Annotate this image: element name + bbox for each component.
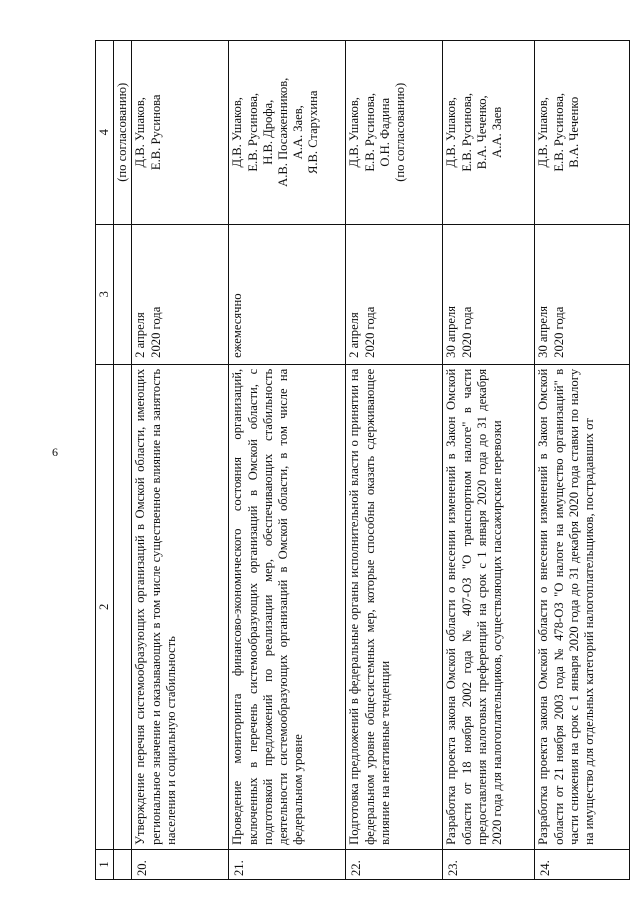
responsible-person: Д.В. Ушаков, (444, 97, 459, 168)
table-row (229, 41, 346, 880)
responsible-person: Д.В. Ушаков, (536, 97, 551, 168)
row-action: Проведение мониторинга финансово-экономического состояния организаций, включенных в перечень системообразующих организаций в Омской области, с подготовкой предложений по реализации мер, обеспечивающих стабильность деятельности системообразующих организаций в Омской области, в том числе на федеральном уровне (229, 364, 346, 849)
responsible-person: Е.В. Русинова, (459, 92, 474, 172)
continuation-cell-1 (114, 849, 132, 879)
column-header-1: 1 (96, 849, 114, 879)
row-action: Разработка проекта закона Омской области о внесении изменений в Закон Омской области от 18 ноября 2002 года № 407-ОЗ "О транспортном налоге" в части предоставления налоговых преференций на срок с 1 января 2020 года до 31 декабря 2020 года для налогоплательщиков, осуществляющих пассажирские перевозки (443, 364, 535, 849)
page-number: 6 (52, 445, 58, 459)
rotated-table-container (95, 40, 640, 880)
responsible-person: Е.В. Русинова, (245, 92, 260, 172)
row-action: Разработка проекта закона Омской области о внесении изменений в Закон Омской области от 21 ноября 2003 года № 478-ОЗ "О налоге на имущество организаций" в части снижения на срок с 1 января 2020 года до 31 декабря 2020 года ставки по налогу на имущество для отдельных категорий налогоплательщиков, пострадавших от (535, 364, 630, 849)
deadline-line: ежемесячно (230, 293, 245, 358)
responsible-person: А.В. Посаженников, (276, 77, 291, 187)
deadline-line: 30 апреля (444, 305, 459, 358)
responsible-person: Я.В. Старухина (306, 90, 321, 175)
row-deadline (229, 224, 346, 364)
continuation-cell-2 (114, 364, 132, 849)
responsible-person: Д.В. Ушаков, (230, 97, 245, 168)
row-number: 23. (443, 849, 535, 879)
table-row (346, 41, 443, 880)
responsible-person: О.Н. Фадина (377, 97, 392, 167)
table-row (443, 41, 535, 880)
responsible-person: Д.В. Ушаков, (347, 97, 362, 168)
continuation-note: (по согласованию) (114, 41, 132, 225)
responsible-person: А.А. Заев (490, 106, 505, 158)
row-deadline (346, 224, 443, 364)
deadline-line: 2020 года (459, 306, 474, 358)
responsible-person: В.А. Чеченко, (474, 95, 489, 170)
row-responsible (132, 41, 229, 225)
responsible-person: А.А. Заев, (291, 105, 306, 160)
row-number: 24. (535, 849, 630, 879)
row-action: Подготовка предложений в федеральные органы исполнительной власти о принятии на федеральном уровне общесистемных мер, которые способны оказать сдерживающее влияние на негативные тенденции (346, 364, 443, 849)
responsible-person: Е.В. Русинова (148, 94, 163, 171)
table-row (132, 41, 229, 880)
column-header-2: 2 (96, 364, 114, 849)
row-number: 20. (132, 849, 229, 879)
deadline-line: 2020 года (362, 306, 377, 358)
responsible-person: Н.В. Дрофа, (260, 99, 275, 165)
deadline-line: 2 апреля (347, 312, 362, 358)
measures-table (95, 40, 630, 880)
continuation-cell-3 (114, 224, 132, 364)
row-deadline (443, 224, 535, 364)
deadline-line: 2 апреля (133, 312, 148, 358)
row-deadline (535, 224, 630, 364)
responsible-person: Е.В. Русинова, (362, 92, 377, 172)
continuation-row (114, 41, 132, 880)
row-action: Утверждение перечня системообразующих организаций в Омской области, имеющих региональное значение и оказывающих в том числе существенное влияние на занятость населения и социальную стабильность (132, 364, 229, 849)
row-responsible (443, 41, 535, 225)
responsible-person: В.А. Чеченко (566, 96, 581, 168)
row-number: 21. (229, 849, 346, 879)
deadline-line: 2020 года (551, 306, 566, 358)
deadline-line: 2020 года (148, 306, 163, 358)
row-number: 22. (346, 849, 443, 879)
row-responsible (229, 41, 346, 225)
table-header-row (96, 41, 114, 880)
row-deadline (132, 224, 229, 364)
deadline-line: 30 апреля (536, 305, 551, 358)
column-header-3: 3 (96, 224, 114, 364)
responsible-person: (по согласованию) (393, 82, 408, 182)
column-header-4: 4 (96, 41, 114, 225)
responsible-person: Д.В. Ушаков, (133, 97, 148, 168)
table-row (535, 41, 630, 880)
row-responsible (346, 41, 443, 225)
row-responsible (535, 41, 630, 225)
responsible-person: Е.В. Русинова, (551, 92, 566, 172)
